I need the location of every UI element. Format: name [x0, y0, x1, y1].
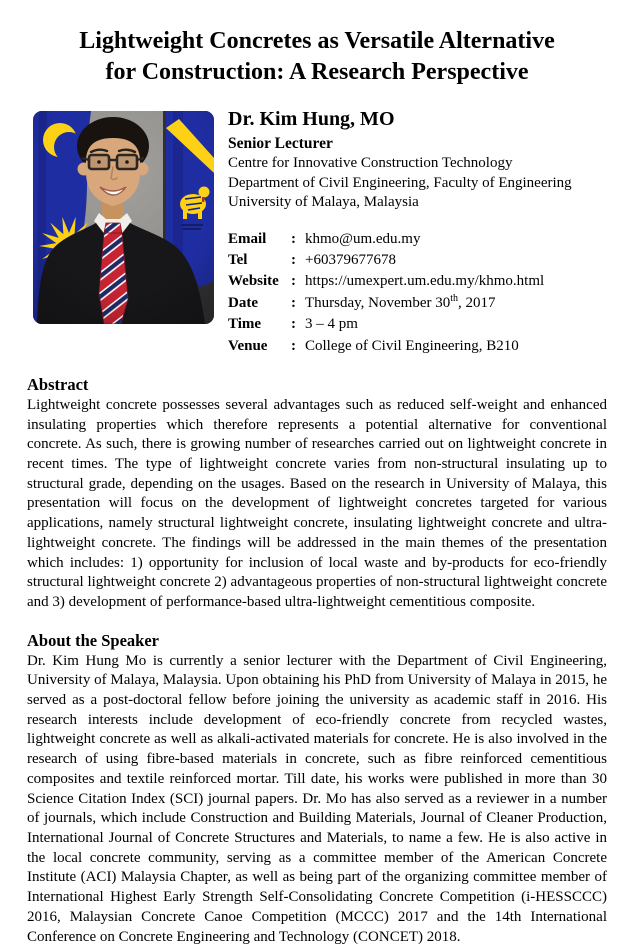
speaker-photo-art: [33, 111, 214, 324]
abstract-section: [27, 374, 607, 613]
contact-row-date: [228, 293, 572, 314]
contact-details: [228, 229, 572, 357]
about-speaker-body: Dr. Kim Hung Mo is currently a senior lecturer with the Department of Civil Engineering, University of Malaya, Malaysia. Upon obtaining his PhD from University of Malaya in 2015, he served as a post-doctoral fellow before joining the university as academic staff in 2016. His research interests include development of eco-friendly concrete from recycled wastes, lightweight concrete as well as alkali-activated materials for concrete. He is also involved in the research of using fibre-based materials in concrete, such as fibre reinforced cementitious composites and textile reinforced mortar. Till date, his works were published in more than 30 Science Citation Index (SCI) journal papers. Dr. Mo has also served as a reviewer in a number of journals, which include Construction and Building Materials, Journal of Cleaner Production, International Journal of Concrete Structures and Materials, to name a few. He is also active in the local concrete community, serving as a committee member of the American Concrete Institute (ACI) Malaysia Chapter, as well as being part of the organizing committee member of International Highest Early Strength Self-Consolidating Concrete Competition (i-HESSCCC) 2016, Malaysian Concrete Canoe Competition (MCCC) 2017 and the 14th International Conference on Concrete Engineering and Technology (CONCET) 2018.: [27, 652, 607, 945]
contact-row-venue: [228, 336, 572, 357]
abstract-heading: Abstract: [27, 374, 89, 394]
contact-row-email: [228, 229, 572, 250]
about-speaker-section: [27, 630, 607, 947]
speaker-affiliation-3: University of Malaya, Malaysia: [228, 194, 419, 210]
date-value-main: Thursday, November 30: [305, 294, 451, 311]
contact-row-tel: [228, 250, 572, 271]
website-label: Website: [228, 273, 279, 290]
contact-row-time: [228, 314, 572, 335]
venue-label: Venue: [228, 337, 268, 354]
website-value: https://umexpert.um.edu.my/khmo.html: [305, 273, 545, 290]
tel-value: +60379677678: [305, 251, 396, 268]
time-value: 3 – 4 pm: [305, 316, 358, 333]
separator: :: [291, 273, 296, 290]
speaker-position: Senior Lecturer: [228, 135, 333, 152]
speaker-name: Dr. Kim Hung, MO: [228, 108, 395, 130]
email-label: Email: [228, 230, 267, 247]
separator: :: [291, 316, 296, 333]
speaker-info: [228, 107, 572, 357]
title-line-2: for Construction: A Research Perspective: [105, 59, 529, 85]
speaker-photo: [33, 111, 214, 324]
tel-label: Tel: [228, 251, 248, 268]
speaker-affiliation-1: Centre for Innovative Construction Technology: [228, 155, 513, 171]
date-label: Date: [228, 294, 258, 311]
about-speaker-heading: About the Speaker: [27, 630, 160, 650]
separator: :: [291, 230, 296, 247]
separator: :: [291, 294, 296, 311]
date-value: [305, 293, 496, 314]
separator: :: [291, 251, 296, 268]
flyer-page: [0, 26, 634, 947]
abstract-body: Lightweight concrete possesses several advantages such as reduced self-weight and enhanced insulating properties which therefore represents a potential alternative for conventional concrete. As such, there is growing number of researches carried out on lightweight concrete in recent times. The type of lightweight concrete varies from non-structural insulating up to structural grade, depending on the usages. Based on the research in University of Malaya, this presentation will focus on the development of lightweight concretes targeted for various applications, namely structural lightweight concrete, insulating lightweight concrete and ultra-lightweight concrete. The findings will be addressed in the main themes of the presentation which includes: 1) opportunity for inclusion of local waste and by-products for eco-friendly structural lightweight concrete 2) advantageous properties of non-structural lightweight concrete and 3) development of performance-based ultra-lightweight cementitious composite.: [27, 396, 607, 610]
speaker-header: [27, 108, 607, 357]
email-value: khmo@um.edu.my: [305, 230, 421, 247]
date-value-year: , 2017: [458, 294, 496, 311]
page-title: [27, 26, 607, 88]
venue-value: College of Civil Engineering, B210: [305, 337, 519, 354]
time-label: Time: [228, 316, 262, 333]
separator: :: [291, 337, 296, 354]
title-line-1: Lightweight Concretes as Versatile Alternative: [79, 28, 555, 54]
speaker-affiliation-2: Department of Civil Engineering, Faculty of Engineering: [228, 174, 572, 191]
contact-row-website: [228, 271, 572, 292]
date-ordinal-suffix: th: [450, 292, 459, 304]
